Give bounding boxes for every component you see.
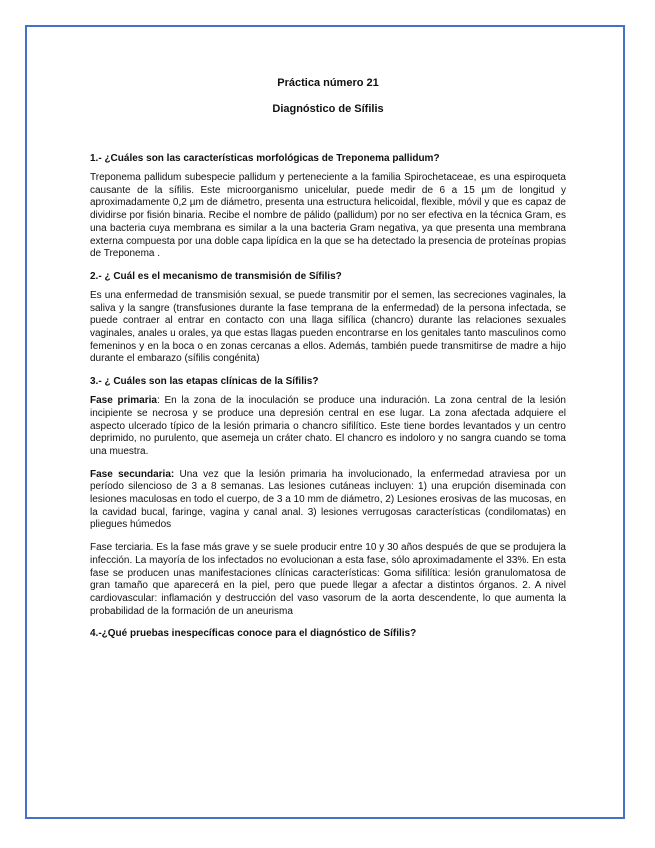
document-page	[25, 25, 625, 819]
secondary-phase-paragraph	[90, 469, 566, 533]
secondary-phase-text: Una vez que la lesión primaria ha involucionado, la enfermedad atraviesa por un período silencioso de 3 a 8 semanas. Las lesiones cutáneas incluyen: 1) una erupción diseminada con lesiones maculosas en todo el cuerpo, de 3 a 10 mm de diámetro, 2) Lesiones erosivas de las mucosas, en la cavidad bucal, faringe, vagina y canal anal. 3) lesiones verrugosas características (condilomatas) en pliegues húmedos	[90, 468, 566, 531]
question-2-heading: 2.- ¿ Cuál es el mecanismo de transmisión de Sífilis?	[90, 270, 342, 282]
answer-1-paragraph: Treponema pallidum subespecie pallidum y perteneciente a la familia Spirochetaceae, es una espiroqueta causante de la sífilis. Este microorganismo unicelular, puede medir de 6 a 15 µm de longitud y aproximadamente 0,2 µm de diámetro, presenta una estructura helicoidal, flexible, móvil y que es capaz de dividirse por fisión binaria. Recibe el nombre de pálido (pallidum) por no ser efectiva en la técnica Gram, es una bacteria cuya membrana es similar a la una bacteria Gram negativa, ya que presenta una membrana externa compuesta por una doble capa lipídica en la que se ha detectado la presencia de proteínas propias de Treponema .	[90, 172, 566, 260]
document-title: Práctica número 21	[277, 77, 379, 89]
document-subtitle: Diagnóstico de Sífilis	[272, 103, 384, 115]
tertiary-phase-paragraph: Fase terciaria. Es la fase más grave y se suele producir entre 10 y 30 años después de que se produjera la infección. La mayoría de los infectados no evolucionan a esta fase, sólo aproximadamente el 33%. En esta fase se producen unas manifestaciones clínicas características: Goma sifilítica: lesión granulomatosa de gran tamaño que aparecerá en la piel, pero que puede llegar a afectar a distintos órganos. 2. A nivel cardiovascular: inflamación y destrucción del vaso vasorum de la aorta descendente, lo que aumenta la probabilidad de la formación de un aneurisma	[90, 542, 566, 617]
question-4-heading: 4.-¿Qué pruebas inespecíficas conoce para el diagnóstico de Sífilis?	[90, 628, 417, 640]
primary-phase-text: : En la zona de la inoculación se produce una induración. La zona central de la lesión incipiente se necrosa y se produce una depresión central en ese lugar. La zona afectada adquiere el aspecto ulcerado típico de la lesión primaria o chancro sifilítico. Este tiene bordes levantados y un centro deprimido, no purulento, que asemeja un cráter chato. El chancro es indoloro y no sangra cuando se toma una muestra.	[90, 395, 566, 457]
document-content	[90, 76, 566, 640]
answer-2-paragraph: Es una enfermedad de transmisión sexual, se puede transmitir por el semen, las secreciones vaginales, la saliva y la sangre (transfusiones durante la fase temprana de la enfermedad) de la persona infectada, se puede contraer al entrar en contacto con una llaga sifílica (chancro) durante las relaciones sexuales vaginales, anales u orales, ya que estas llagas pueden encontrarse en los genitales tanto masculinos como femeninos y en la boca o en zonas cercanas a ellos. Además, también puede transmitirse de madre a hijo durante el embarazo (sífilis congénita)	[90, 289, 566, 365]
question-3-heading: 3.- ¿ Cuáles son las etapas clínicas de la Sífilis?	[90, 376, 319, 388]
primary-phase-term: Fase primaria	[90, 395, 157, 407]
secondary-phase-term: Fase secundaria:	[90, 468, 175, 480]
question-1-heading: 1.- ¿Cuáles son las características morfológicas de Treponema pallidum?	[90, 153, 440, 164]
primary-phase-paragraph	[90, 395, 566, 459]
